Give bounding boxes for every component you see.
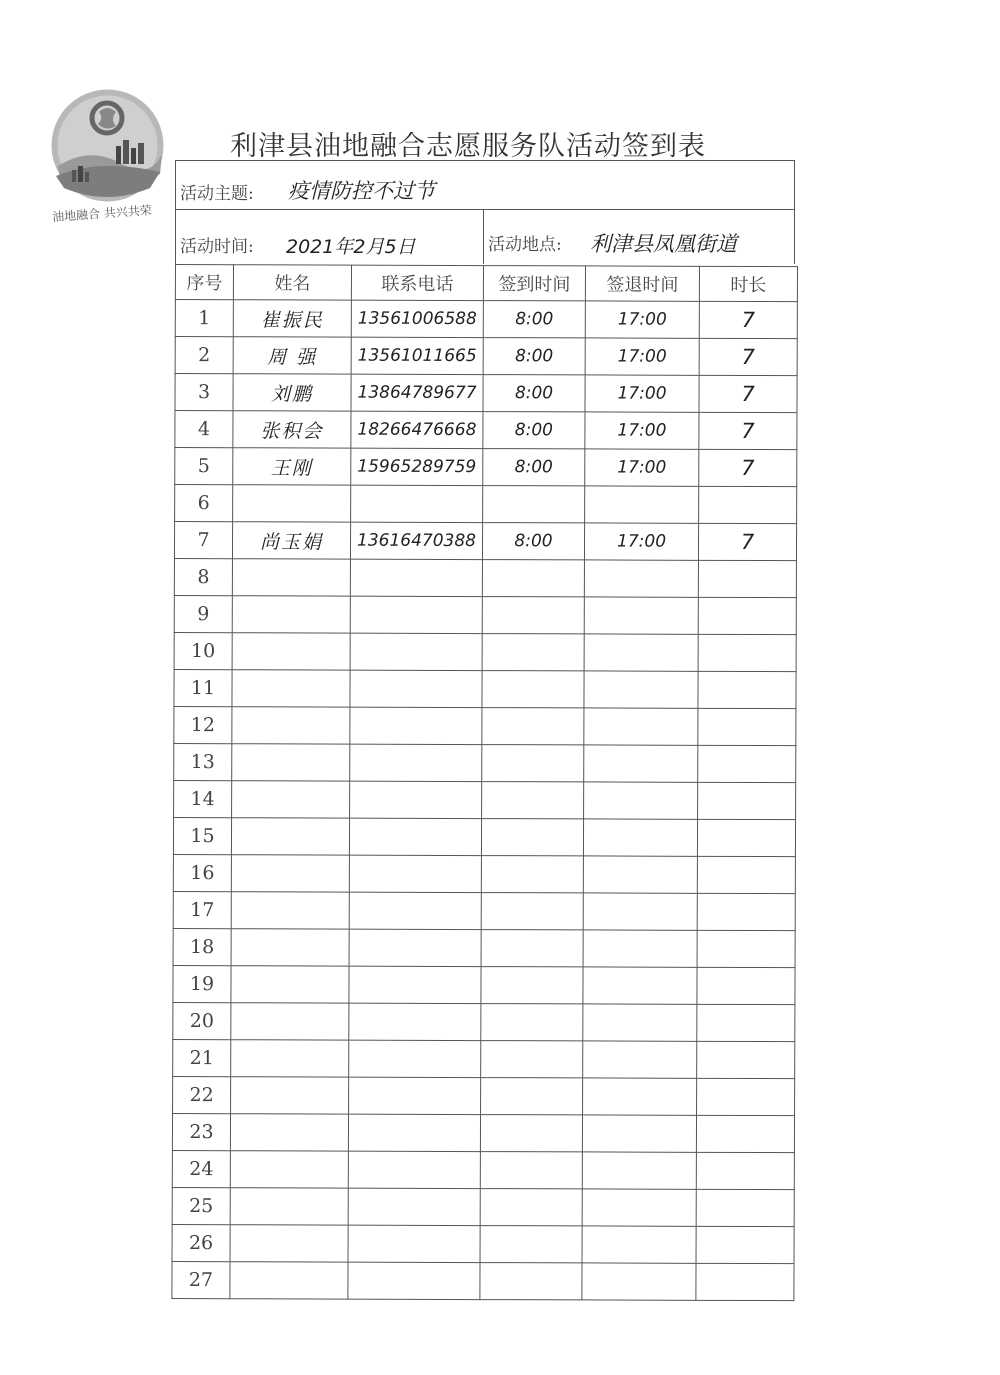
row-number: 3 [175,374,233,411]
duration-hours: 7 [699,338,797,375]
sign-in-time [482,708,584,745]
participant-name [232,670,350,707]
row-divider [483,210,484,264]
duration-hours [698,782,796,819]
sign-in-time [481,967,583,1004]
row-number: 20 [173,1002,231,1039]
duration-hours: 7 [698,523,796,560]
participant-name [230,1188,348,1225]
attendance-rows [172,300,797,1301]
row-number: 26 [172,1224,230,1261]
sign-in-time [483,486,585,523]
organization-logo [50,88,165,203]
participant-phone: 13561011665 [351,337,483,374]
participant-name [231,892,349,929]
sign-out-time [582,1115,696,1152]
sign-in-time [481,930,583,967]
sign-out-time [582,1226,696,1263]
row-number: 9 [174,595,232,632]
sign-out-time: 17:00 [584,523,698,560]
participant-name [230,1225,348,1262]
row-number: 23 [172,1113,230,1150]
activity-place-label: 活动地点: [488,235,562,255]
participant-phone [348,1151,480,1188]
participant-phone [351,485,483,522]
row-number: 19 [173,965,231,1002]
participant-name [231,1077,349,1114]
duration-hours: 7 [699,375,797,412]
participant-phone: 13616470388 [350,522,482,559]
sign-in-time [481,819,583,856]
row-number: 8 [174,558,232,595]
table-row [173,928,795,967]
duration-hours [697,819,795,856]
row-number: 7 [174,522,232,559]
row-number: 25 [172,1187,230,1224]
col-header-sign-out: 签退时间 [585,266,699,301]
table-row [173,965,795,1004]
row-number: 15 [173,817,231,854]
sign-out-time [585,486,699,523]
duration-hours [696,1263,794,1300]
participant-name [232,744,350,781]
participant-phone: 18266476668 [351,411,483,448]
sign-in-time [481,856,583,893]
table-row [174,522,796,561]
col-header-duration: 时长 [699,266,797,301]
activity-place-value: 利津县凤凰街道 [590,232,737,256]
sign-out-time [583,856,697,893]
row-number: 6 [175,485,233,522]
sign-in-time [482,597,584,634]
participant-phone [349,1077,481,1114]
sign-out-time: 17:00 [585,375,699,412]
participant-name: 崔振民 [233,300,351,337]
participant-name: 王刚 [233,448,351,485]
participant-phone [349,966,481,1003]
participant-name [231,1003,349,1040]
sign-out-time [584,708,698,745]
sign-in-time [480,1226,582,1263]
row-number: 24 [172,1150,230,1187]
sign-out-time [584,634,698,671]
activity-theme-value: 疫情防控不过节 [288,179,435,203]
participant-phone [350,670,482,707]
sign-in-time: 8:00 [483,338,585,375]
participant-phone [350,559,482,596]
participant-phone [348,1225,480,1262]
table-row [173,891,795,930]
sign-in-time: 8:00 [482,523,584,560]
sign-in-time [482,782,584,819]
sign-in-time [482,560,584,597]
table-row [174,595,796,634]
participant-name: 周 强 [233,337,351,374]
participant-phone [350,781,482,818]
row-number: 12 [174,706,232,743]
table-row [173,1076,795,1115]
sign-in-time [481,1041,583,1078]
participant-name [233,485,351,522]
document-title: 利津县油地融合志愿服务队活动签到表 [230,131,706,162]
participant-name [230,1262,348,1299]
participant-name [232,781,350,818]
participant-phone [349,929,481,966]
participant-name [230,1151,348,1188]
row-number: 5 [175,448,233,485]
activity-theme-row [175,160,795,209]
sign-out-time: 17:00 [585,412,699,449]
row-number: 10 [174,632,232,669]
sign-out-time [582,1189,696,1226]
duration-hours [698,745,796,782]
table-row [172,1113,794,1152]
table-row [175,374,797,413]
sign-out-time [584,782,698,819]
duration-hours [697,1078,795,1115]
activity-theme-label: 活动主题: [180,184,254,204]
participant-name: 尚玉娟 [232,522,350,559]
row-number: 21 [173,1039,231,1076]
sign-out-time [584,597,698,634]
sign-in-time: 8:00 [483,449,585,486]
sign-out-time: 17:00 [585,338,699,375]
participant-phone [350,633,482,670]
duration-hours: 7 [699,449,797,486]
activity-time-place-row [175,209,795,264]
table-header-row [175,265,797,302]
sign-in-time: 8:00 [483,301,585,338]
sign-in-time [480,1263,582,1300]
attendance-table [171,264,798,1301]
participant-name [232,559,350,596]
table-row [173,817,795,856]
col-header-sign-in: 签到时间 [483,266,585,301]
duration-hours [697,856,795,893]
participant-phone: 13561006588 [351,300,483,337]
duration-hours: 7 [699,412,797,449]
logo-caption: 油地融合 共兴共荣 [51,203,153,225]
participant-phone: 13864789677 [351,374,483,411]
participant-phone [348,1188,480,1225]
participant-name: 刘鹏 [233,374,351,411]
row-number: 17 [173,891,231,928]
participant-name: 张积会 [233,411,351,448]
duration-hours [697,1004,795,1041]
participant-name [231,966,349,1003]
duration-hours [696,1152,794,1189]
duration-hours [699,486,797,523]
duration-hours [697,930,795,967]
duration-hours [698,671,796,708]
table-row [175,485,797,524]
table-row [172,1187,794,1226]
sign-in-sheet [175,160,795,1299]
row-number: 27 [172,1261,230,1298]
activity-time-value: 2021年2月5日 [286,236,416,258]
sign-out-time [583,893,697,930]
duration-hours [697,1041,795,1078]
sign-out-time [584,671,698,708]
duration-hours [698,560,796,597]
participant-phone [350,707,482,744]
sign-out-time [583,819,697,856]
sign-out-time [583,1041,697,1078]
participant-phone [348,1262,480,1299]
table-row [175,411,797,450]
table-row [172,1224,794,1263]
participant-phone [348,1114,480,1151]
duration-hours [696,1226,794,1263]
participant-name [231,929,349,966]
sign-out-time [583,967,697,1004]
table-row [172,1261,794,1300]
sign-out-time [583,930,697,967]
table-row [175,337,797,376]
sign-in-time: 8:00 [483,375,585,412]
row-number: 2 [175,337,233,374]
participant-phone: 15965289759 [351,448,483,485]
participant-name [230,1114,348,1151]
table-row [174,706,796,745]
table-row [173,1002,795,1041]
participant-name [231,1040,349,1077]
sign-out-time [584,745,698,782]
sign-in-time: 8:00 [483,412,585,449]
table-row [174,669,796,708]
sign-out-time: 17:00 [585,449,699,486]
table-row [174,743,796,782]
row-number: 13 [174,743,232,780]
duration-hours [696,1189,794,1226]
sign-in-time [481,1078,583,1115]
duration-hours [698,597,796,634]
participant-phone [350,596,482,633]
duration-hours [697,967,795,1004]
participant-phone [349,1040,481,1077]
col-header-name: 姓名 [233,265,351,300]
sign-out-time: 17:00 [585,301,699,338]
table-row [174,632,796,671]
participant-phone [349,892,481,929]
duration-hours [696,1115,794,1152]
sign-in-time [480,1189,582,1226]
row-number: 11 [174,669,232,706]
participant-name [232,633,350,670]
duration-hours [698,708,796,745]
sign-in-time [482,671,584,708]
sign-out-time [584,560,698,597]
sign-in-time [481,893,583,930]
sign-out-time [583,1078,697,1115]
row-number: 16 [173,854,231,891]
table-row [173,1039,795,1078]
sign-out-time [582,1152,696,1189]
sign-out-time [583,1004,697,1041]
col-header-phone: 联系电话 [351,265,483,300]
col-header-no: 序号 [175,265,233,300]
sign-in-time [480,1115,582,1152]
sign-out-time [582,1263,696,1300]
participant-phone [349,818,481,855]
table-row [173,854,795,893]
table-row [174,558,796,597]
table-row [175,300,797,339]
table-row [174,780,796,819]
row-number: 18 [173,928,231,965]
table-row [175,448,797,487]
duration-hours: 7 [699,301,797,338]
sign-in-time [481,1004,583,1041]
sign-in-time [482,745,584,782]
participant-name [231,855,349,892]
participant-phone [349,855,481,892]
participant-name [232,596,350,633]
row-number: 1 [175,300,233,337]
participant-phone [350,744,482,781]
row-number: 14 [174,780,232,817]
participant-name [232,707,350,744]
sign-in-time [480,1152,582,1189]
sign-in-time [482,634,584,671]
participant-name [231,818,349,855]
activity-time-label: 活动时间: [180,237,254,257]
participant-phone [349,1003,481,1040]
table-row [172,1150,794,1189]
duration-hours [698,634,796,671]
row-number: 22 [173,1076,231,1113]
duration-hours [697,893,795,930]
row-number: 4 [175,411,233,448]
